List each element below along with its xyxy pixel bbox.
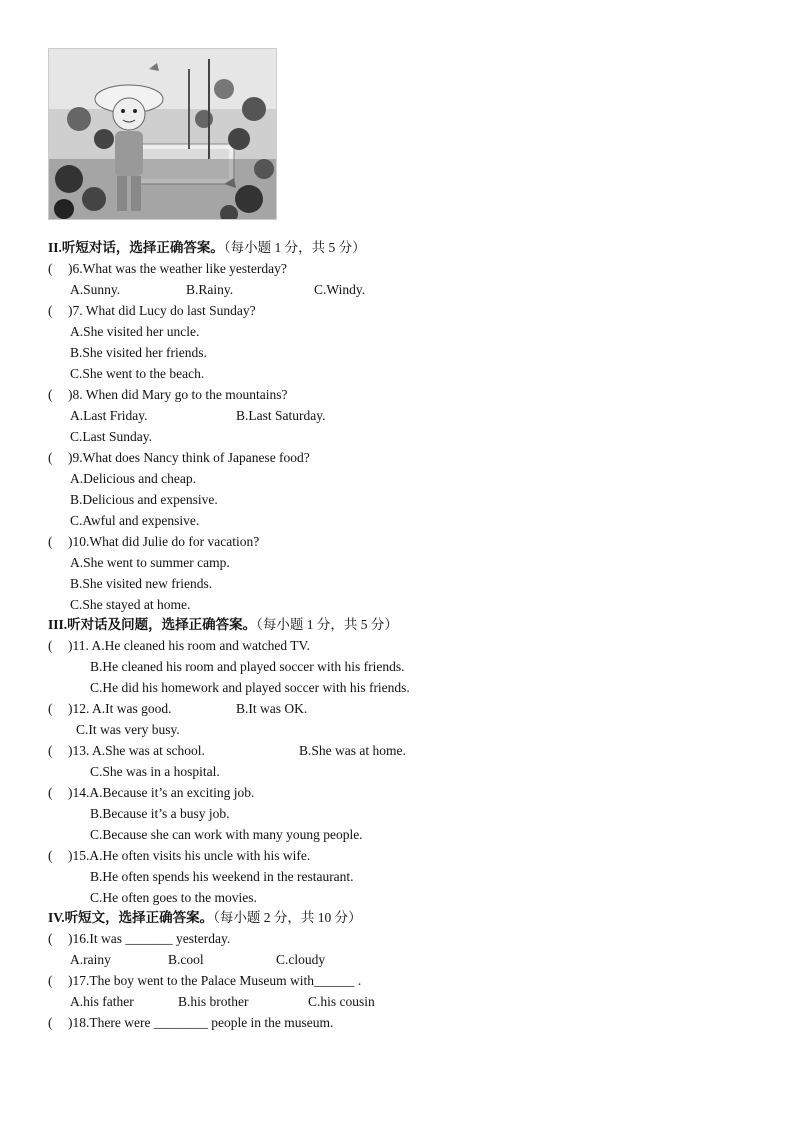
option-a[interactable]: A.Last Friday. [70,408,148,423]
option-b[interactable]: B.Because it’s a busy job. [90,806,230,821]
option-b[interactable]: B.He cleaned his room and played soccer with his friends. [90,659,405,674]
option-b[interactable]: B.She was at home. [299,743,406,758]
illustration-girl-in-garden [48,48,277,220]
option-c[interactable]: C.his cousin [308,994,375,1009]
option-a[interactable]: A.She visited her uncle. [70,324,200,339]
option-a[interactable]: A.Delicious and cheap. [70,471,196,486]
option-a[interactable]: A.rainy [70,952,111,967]
question-stem: )7. What did Lucy do last Sunday? [68,303,256,318]
section-note: （每小题 1 分，共 5 分） [223,240,366,255]
question-10 [48,533,259,551]
answer-bracket[interactable]: ( [48,743,53,758]
question-15 [48,847,310,865]
option-a[interactable]: A.Sunny. [70,282,121,297]
option-b[interactable]: B.his brother [178,994,249,1009]
option-b[interactable]: B.It was OK. [236,701,308,716]
question-stem-with-option-a[interactable]: )15.A.He often visits his uncle with his wife. [68,848,311,863]
option-c[interactable]: C.Because she can work with many young people. [90,827,363,842]
question-18 [48,1014,333,1032]
answer-bracket[interactable]: ( [48,785,53,800]
question-stem: )8. When did Mary go to the mountains? [68,387,288,402]
option-c[interactable]: C.Windy. [314,282,366,297]
option-c[interactable]: C.Last Sunday. [70,429,152,444]
question-stem: )6.What was the weather like yesterday? [68,261,287,276]
section-heading-iii [48,616,398,634]
question-stem: )17.The boy went to the Palace Museum with______ . [68,973,362,988]
question-12 [48,700,308,718]
question-stem: )9.What does Nancy think of Japanese food? [68,450,310,465]
question-stem: )18.There were ________ people in the museum. [68,1015,334,1030]
question-stem-with-option-a[interactable]: )13. A.She was at school. [68,743,205,758]
question-stem: )16.It was _______ yesterday. [68,931,231,946]
answer-bracket[interactable]: ( [48,450,53,465]
option-c[interactable]: C.cloudy [276,952,326,967]
option-b[interactable]: B.cool [168,952,204,967]
garden-illustration-image [49,49,277,220]
option-b[interactable]: B.Last Saturday. [236,408,326,423]
option-c[interactable]: C.It was very busy. [76,722,180,737]
option-c[interactable]: C.She went to the beach. [70,366,205,381]
answer-bracket[interactable]: ( [48,701,53,716]
option-b[interactable]: B.Rainy. [186,282,234,297]
option-a[interactable]: A.She went to summer camp. [70,555,230,570]
question-stem: )10.What did Julie do for vacation? [68,534,260,549]
section-note: （每小题 1 分，共 5 分） [256,617,398,632]
answer-bracket[interactable]: ( [48,638,53,653]
answer-bracket[interactable]: ( [48,303,53,318]
section-heading-iv [48,909,362,927]
option-b[interactable]: B.He often spends his weekend in the restaurant. [90,869,354,884]
section-title: III.听对话及问题，选择正确答案。 [48,617,257,632]
answer-bracket[interactable]: ( [48,1015,53,1030]
option-b[interactable]: B.Delicious and expensive. [70,492,218,507]
question-9 [48,449,310,467]
answer-bracket[interactable]: ( [48,387,53,402]
option-b[interactable]: B.She visited her friends. [70,345,207,360]
section-heading-ii [48,239,366,257]
question-7 [48,302,256,320]
question-16 [48,930,230,948]
answer-bracket[interactable]: ( [48,848,53,863]
section-title: IV.听短文，选择正确答案。 [48,910,214,925]
option-c[interactable]: C.She stayed at home. [70,597,191,612]
section-note: （每小题 2 分，共 10 分） [213,910,362,925]
answer-bracket[interactable]: ( [48,973,53,988]
option-c[interactable]: C.She was in a hospital. [90,764,220,779]
option-a[interactable]: A.his father [70,994,134,1009]
question-14 [48,784,254,802]
question-17 [48,972,361,990]
option-c[interactable]: C.He often goes to the movies. [90,890,257,905]
question-8 [48,386,287,404]
question-13 [48,742,406,760]
question-stem-with-option-a[interactable]: )11. A.He cleaned his room and watched TV. [68,638,310,653]
question-stem-with-option-a[interactable]: )12. A.It was good. [68,701,172,716]
question-11 [48,637,310,655]
section-title: II.听短对话，选择正确答案。 [48,240,224,255]
option-c[interactable]: C.Awful and expensive. [70,513,200,528]
answer-bracket[interactable]: ( [48,261,53,276]
answer-bracket[interactable]: ( [48,534,53,549]
question-6 [48,260,287,278]
question-stem-with-option-a[interactable]: )14.A.Because it’s an exciting job. [68,785,255,800]
option-b[interactable]: B.She visited new friends. [70,576,213,591]
answer-bracket[interactable]: ( [48,931,53,946]
option-c[interactable]: C.He did his homework and played soccer with his friends. [90,680,410,695]
